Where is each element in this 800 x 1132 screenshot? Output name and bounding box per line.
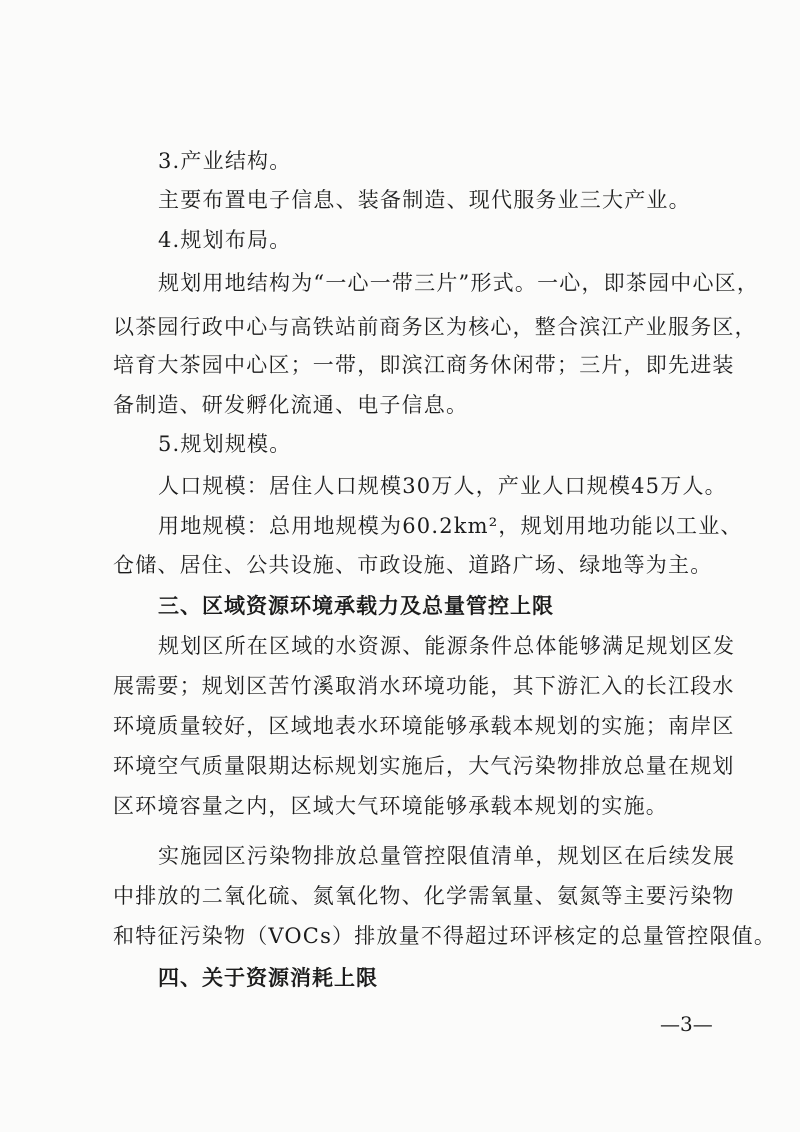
paragraph-line: 展需要；规划区苦竹溪取消水环境功能，其下游汇入的长江段水 bbox=[113, 674, 735, 698]
paragraph-line: 用地规模：总用地规模为60.2km²，规划用地功能以工业、 bbox=[158, 514, 743, 538]
section-heading-four: 四、关于资源消耗上限 bbox=[158, 966, 378, 990]
paragraph-line: 规划用地结构为“一心一带三片”形式。一心，即茶园中心区， bbox=[158, 271, 760, 295]
paragraph-line: 主要布置电子信息、装备制造、现代服务业三大产业。 bbox=[158, 188, 691, 212]
paragraph-line: 规划区所在区域的水资源、能源条件总体能够满足规划区发 bbox=[158, 634, 736, 658]
paragraph-line: 中排放的二氧化硫、氮氧化物、化学需氧量、氨氮等主要污染物 bbox=[113, 884, 735, 908]
section-heading-three: 三、区域资源环境承载力及总量管控上限 bbox=[158, 594, 554, 618]
paragraph-line: 以茶园行政中心与高铁站前商务区为核心，整合滨江产业服务区， bbox=[113, 315, 757, 339]
section-4-title: 4.规划布局。 bbox=[158, 228, 292, 252]
paragraph-line: 备制造、研发孵化流通、电子信息。 bbox=[113, 393, 469, 417]
paragraph-line: 培育大茶园中心区；一带，即滨江商务休闲带；三片，即先进装 bbox=[113, 353, 735, 377]
paragraph-line: 区环境容量之内，区域大气环境能够承载本规划的实施。 bbox=[113, 794, 668, 818]
paragraph-line: 环境质量较好，区域地表水环境能够承载本规划的实施；南岸区 bbox=[113, 714, 735, 738]
section-5-title: 5.规划规模。 bbox=[158, 432, 292, 456]
page-number: —3— bbox=[660, 1012, 713, 1036]
paragraph-line: 仓储、居住、公共设施、市政设施、道路广场、绿地等为主。 bbox=[113, 553, 713, 577]
paragraph-line: 环境空气质量限期达标规划实施后，大气污染物排放总量在规划 bbox=[113, 754, 735, 778]
section-3-title: 3.产业结构。 bbox=[158, 149, 292, 173]
paragraph-line: 实施园区污染物排放总量管控限值清单，规划区在后续发展 bbox=[158, 844, 736, 868]
paragraph-line: 和特征污染物（VOCs）排放量不得超过环评核定的总量管控限值。 bbox=[113, 924, 777, 948]
paragraph-line: 人口规模：居住人口规模30万人，产业人口规模45万人。 bbox=[158, 474, 727, 498]
